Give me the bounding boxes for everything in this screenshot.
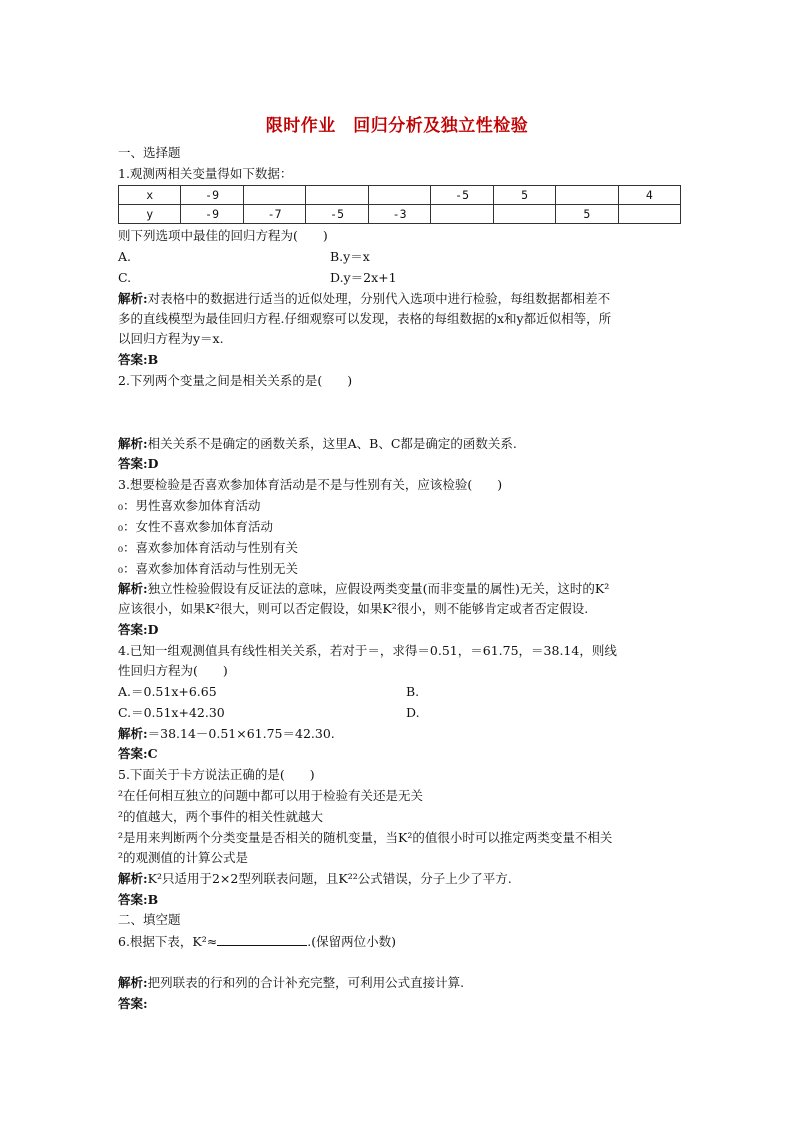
table-cell (431, 205, 494, 224)
table-cell (243, 186, 306, 205)
table-cell: 5 (556, 205, 618, 224)
table-row-x (119, 186, 681, 205)
table-cell (556, 186, 618, 205)
table-cell (306, 186, 369, 205)
option-c: C.＝0.51x+42.30 (118, 705, 225, 720)
analysis-text: 把列联表的行和列的合计补充完整，可利用公式直接计算. (147, 975, 465, 990)
answer (118, 622, 158, 638)
analysis-text: 多的直线模型为最佳回归方程.仔细观察可以发现，表格的每组数据的x和y都近似相等，所 (118, 311, 612, 326)
answer-value: D (147, 622, 159, 637)
table-row-y (119, 205, 681, 224)
answer-blank (217, 933, 307, 946)
analysis-text: K²只适用于2×2型列联表问题，且K²²公式错误，分子上少了平方. (147, 871, 512, 886)
analysis-label: 解析: (118, 975, 148, 990)
table-cell: -9 (181, 186, 244, 205)
table-cell: 5 (493, 186, 555, 205)
question-3-stem: 3.想要检验是否喜欢参加体育活动是不是与性别有关，应该检验( ) (118, 477, 503, 492)
question-1-stem: 1.观测两相关变量得如下数据： (118, 166, 293, 181)
analysis-text: 应该很小，如果K²很大，则可以否定假设，如果K²很小，则不能够肯定或者否定假设. (118, 601, 589, 616)
question-6-stem-post: .(保留两位小数) (307, 934, 396, 949)
answer (118, 352, 158, 368)
page-title: 限时作业 回归分析及独立性检验 (265, 116, 529, 136)
option-a: ₀：男性喜欢参加体育活动 (118, 498, 261, 513)
answer-label: 答案: (118, 456, 148, 471)
table-cell (618, 205, 680, 224)
table-cell: x (119, 186, 181, 205)
option-d: D.y＝2x+1 (330, 270, 397, 285)
answer (118, 746, 158, 762)
section-heading: 二、填空题 (118, 912, 181, 927)
option-c: C. (118, 270, 132, 285)
analysis-text: 相关关系不是确定的函数关系，这里A、B、C都是确定的函数关系. (147, 436, 517, 451)
table-cell: -7 (243, 205, 306, 224)
analysis-label: 解析: (118, 581, 148, 596)
analysis (118, 291, 610, 307)
table-cell: y (119, 205, 181, 224)
data-table (118, 185, 681, 224)
analysis (118, 871, 512, 887)
analysis-label: 解析: (118, 436, 148, 451)
option-b: B.y＝x (330, 249, 370, 264)
option-text: ²的观测值的计算公式是 (118, 850, 249, 865)
analysis-text: 以回归方程为y＝x. (118, 331, 224, 346)
table-cell: -5 (431, 186, 494, 205)
analysis-text: ＝38.14－0.51×61.75＝42.30. (147, 726, 335, 741)
answer-label: 答案: (118, 892, 148, 907)
answer (118, 456, 158, 472)
question-6-stem (118, 933, 396, 950)
analysis (118, 975, 464, 991)
option-a: A. (118, 249, 132, 264)
table-cell (493, 205, 555, 224)
answer-value: B (147, 892, 159, 907)
option-d: D. (406, 705, 420, 720)
question-4-stem: 性回归方程为( ) (118, 663, 228, 678)
question-5-stem: 5.下面关于卡方说法正确的是( ) (118, 767, 315, 782)
table-cell: -5 (306, 205, 369, 224)
option-a: A.＝0.51x+6.65 (118, 684, 217, 699)
option-text: ²的值越大，两个事件的相关性就越大 (118, 809, 324, 824)
option-c: ₀：喜欢参加体育活动与性别有关 (118, 540, 299, 555)
answer-label: 答案: (118, 746, 148, 761)
analysis (118, 581, 609, 597)
analysis-label: 解析: (118, 871, 148, 886)
option-d: ₀：喜欢参加体育活动与性别无关 (118, 561, 299, 576)
answer-value: B (147, 352, 159, 367)
analysis-text: 对表格中的数据进行适当的近似处理，分别代入选项中进行检验，每组数据都相差不 (147, 291, 611, 306)
analysis-label: 解析: (118, 726, 148, 741)
question-6-stem-pre: 6.根据下表，K²≈ (118, 934, 218, 949)
analysis (118, 726, 335, 742)
answer-value: C (147, 746, 158, 761)
answer-label: 答案: (118, 352, 148, 367)
option-b: B. (406, 684, 420, 699)
option-b: ₀：女性不喜欢参加体育活动 (118, 519, 274, 534)
option-text: ²是用来判断两个分类变量是否相关的随机变量，当K²的值很小时可以推定两类变量不相关 (118, 830, 613, 845)
answer (118, 892, 158, 908)
question-1-prompt: 则下列选项中最佳的回归方程为( ) (118, 228, 328, 243)
answer-label: 答案: (118, 996, 148, 1011)
table-cell: -9 (181, 205, 244, 224)
table-cell: 4 (618, 186, 680, 205)
answer-value: D (147, 456, 159, 471)
table-cell: -3 (368, 205, 431, 224)
analysis-text: 独立性检验假设有反证法的意味，应假设两类变量(而非变量的属性)无关，这时的K² (147, 581, 610, 596)
question-2-stem: 2.下列两个变量之间是相关关系的是( ) (118, 373, 353, 388)
option-text: ²在任何相互独立的问题中都可以用于检验有关还是无关 (118, 788, 424, 803)
section-heading: 一、选择题 (118, 145, 181, 160)
analysis-label: 解析: (118, 291, 148, 306)
answer-label: 答案: (118, 622, 148, 637)
analysis (118, 436, 517, 452)
question-4-stem: 4.已知一组观测值具有线性相关关系，若对于＝，求得＝0.51，＝61.75，＝38.14，则线 (118, 643, 617, 658)
table-cell (368, 186, 431, 205)
